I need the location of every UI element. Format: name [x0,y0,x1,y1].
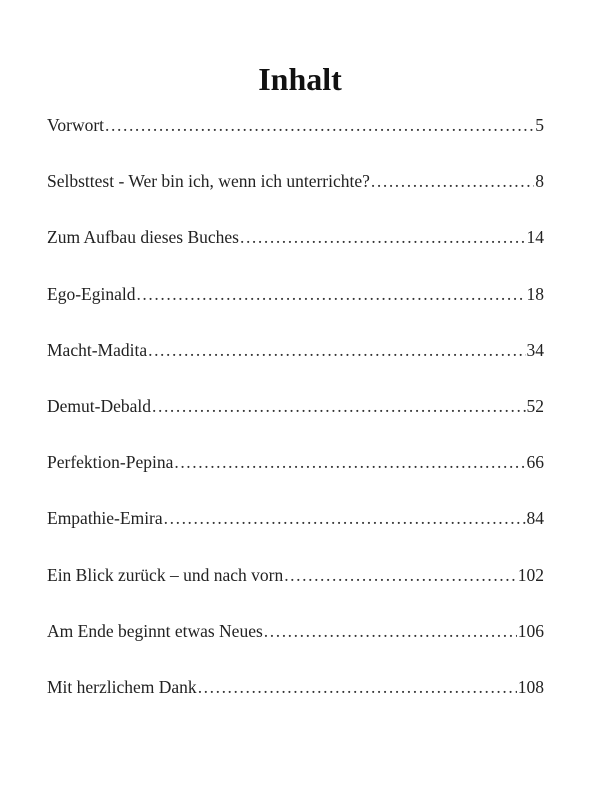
dot-leader [284,565,517,586]
dot-leader [264,621,517,642]
toc-entry-label: Am Ende beginnt etwas Neues [47,620,263,641]
toc-entry-label: Zum Aufbau dieses Buches [47,227,239,248]
toc-entry-label: Macht-Madita [47,339,148,360]
toc-entry-label: Ein Blick zurück – und nach vorn [47,564,284,585]
toc-entry [47,284,544,340]
toc-entry [47,677,544,733]
table-of-contents [47,115,544,733]
toc-entry-label: Empathie-Emira [47,508,163,529]
dot-leader [371,171,534,192]
toc-entry-page: 52 [526,395,544,416]
toc-entry [47,340,544,396]
toc-entry-page: 8 [535,171,544,192]
toc-entry-page: 84 [526,508,544,529]
dot-leader [105,115,534,136]
toc-entry [47,115,544,171]
toc-entry-label: Mit herzlichem Dank [47,676,197,697]
toc-entry-label: Ego-Eginald [47,283,136,304]
toc-entry-page: 18 [526,283,544,304]
dot-leader [164,508,526,529]
dot-leader [240,227,526,248]
toc-entry-page: 66 [526,452,544,473]
dot-leader [174,452,525,473]
toc-entry [47,508,544,564]
page-title: Inhalt [258,61,342,98]
toc-entry-label: Selbsttest - Wer bin ich, wenn ich unterrichte? [47,171,370,192]
toc-entry-page: 5 [535,115,544,135]
toc-entry [47,621,544,677]
toc-entry-page: 106 [517,620,544,641]
toc-entry [47,396,544,452]
dot-leader [152,396,526,417]
toc-entry-page: 34 [526,339,544,360]
toc-entry [47,565,544,621]
toc-entry [47,452,544,508]
toc-entry-page: 14 [526,227,544,248]
toc-entry [47,171,544,227]
dot-leader [136,284,525,305]
toc-entry-page: 102 [517,564,544,585]
toc-entry-label: Demut-Debald [47,395,151,416]
toc-entry-label: Perfektion-Pepina [47,452,174,473]
toc-entry-label: Vorwort [47,115,105,135]
toc-entry-page: 108 [517,676,544,697]
dot-leader [148,340,525,361]
dot-leader [198,677,517,698]
toc-entry [47,227,544,283]
